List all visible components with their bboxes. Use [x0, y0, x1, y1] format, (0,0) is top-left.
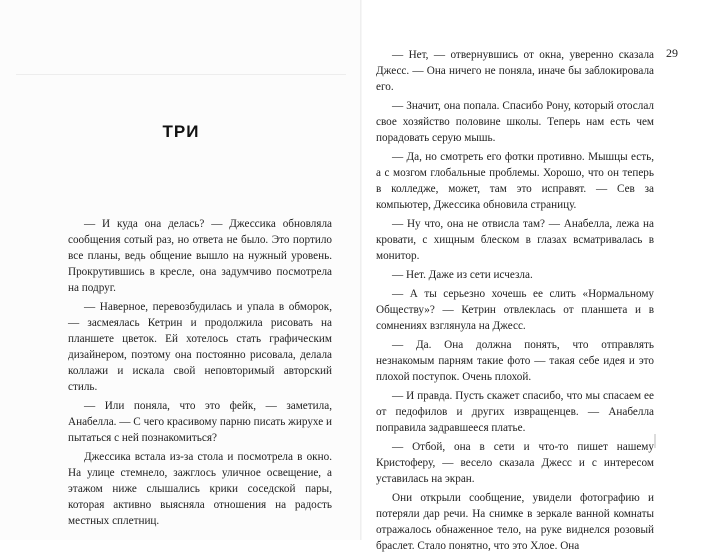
left-page [0, 0, 362, 540]
paragraph: — Да. Она должна понять, что отправлять незнакомым парням такие фото — такая себе идея и это плохой поступок. Очень плохой. [376, 339, 654, 383]
left-page-text [68, 216, 332, 532]
header-rule [16, 74, 346, 75]
page-number: 29 [666, 46, 678, 60]
margin-mark [654, 434, 656, 448]
paragraph: — Нет, — отвернувшись от окна, уверенно сказала Джесс. — Она ничего не поняла, иначе бы заблокировала его. [376, 49, 654, 93]
paragraph: — Да, но смотреть его фотки противно. Мышцы есть, а с мозгом глобальные проблемы. Хорошо, что он теперь в колледже, может, там это исправят. — Сев за компьютер, Джессика обновила страницу. [376, 151, 654, 211]
chapter-title: ТРИ [162, 122, 200, 141]
paragraph: — Или поняла, что это фейк, — заметила, Анабелла. — С чего красивому парню писать жирухе и пытаться с ней познакомиться? [68, 400, 332, 444]
paragraph: — Отбой, она в сети и что-то пишет нашему Кристоферу, — весело сказала Джесс и с интересом уставилась на экран. [376, 441, 654, 485]
paragraph: — Нет. Даже из сети исчезла. [392, 269, 533, 281]
paragraph: — И куда она делась? — Джессика обновляла сообщения сотый раз, но ответа не было. Это портило все планы, ведь общение вышло на нужный уровень. Прокрутившись в кресле, она задумчиво посмотрела на подруг. [68, 218, 332, 294]
paragraph: — Наверное, перевозбудилась и упала в обморок, — засмеялась Кетрин и продолжила рисовать на планшете цветок. Ей хотелось стать графическим дизайнером, поэтому она постоянно рисовала, делала коллажи и искала свой неповторимый авторский стиль. [68, 301, 332, 393]
paragraph: — А ты серьезно хочешь ее слить «Нормальному Обществу»? — Кетрин отвлеклась от планшета и в сомнениях взглянула на Джесс. [376, 288, 654, 332]
right-page-text [376, 47, 654, 557]
paragraph: Джессика встала из-за стола и посмотрела в окно. На улице стемнело, зажглось уличное освещение, а этажом ниже слышались крики соседской пары, которая активно выясняла отношения на радость местных сплетниц. [68, 451, 332, 527]
paragraph: — Значит, она попала. Спасибо Рону, который отослал свое хозяйство половине школы. Теперь нам есть чем порадовать серую мышь. [376, 100, 654, 144]
paragraph: — Ну что, она не отвисла там? — Анабелла, лежа на кровати, с хищным блеском в глазах всматривалась в монитор. [376, 218, 654, 262]
paragraph: Они открыли сообщение, увидели фотографию и потеряли дар речи. На снимке в зеркале ванной комнаты отражалось обнаженное тело, на руке виднелся розовый браслет. Стало понятно, что это Хлое. Она [376, 492, 654, 552]
paragraph: — И правда. Пусть скажет спасибо, что мы спасаем ее от педофилов и других извращенцев. — Анабелла поправила задравшееся платье. [376, 390, 654, 434]
